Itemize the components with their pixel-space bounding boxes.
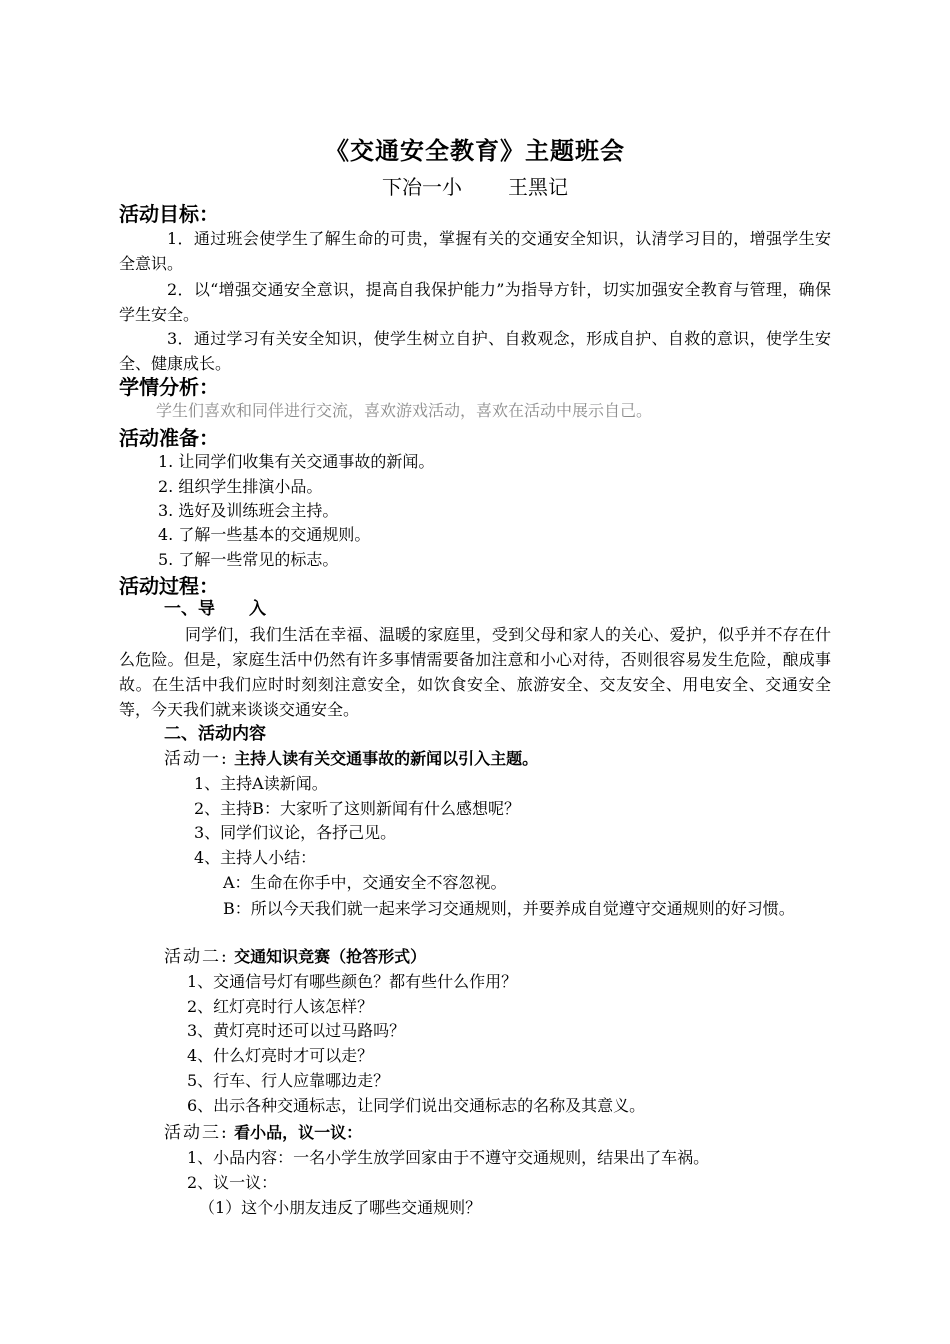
activity-2-item-6: 6、出示各种交通标志，让同学们说出交通标志的名称及其意义。 bbox=[187, 1096, 646, 1115]
goal-item-1: 1．通过班会使学生了解生命的可贵，掌握有关的交通安全知识，认清学习目的，增强学生安全意识。 bbox=[119, 229, 831, 273]
preparation-heading: 活动准备： bbox=[119, 426, 219, 450]
activity-1-label: 活动一: bbox=[164, 749, 229, 769]
activity-1-line bbox=[164, 747, 538, 771]
activity-1-item-2: 2、主持B：大家听了这则新闻有什么感想呢？ bbox=[194, 799, 520, 818]
goal-item-2: 2．以“增强交通安全意识，提高自我保护能力”为指导方针，切实加强安全教育与管理，确保学生安全。 bbox=[119, 280, 831, 324]
analysis-text: 学生们喜欢和同伴进行交流，喜欢游戏活动，喜欢在活动中展示自己。 bbox=[156, 401, 653, 420]
process-heading: 活动过程： bbox=[119, 574, 219, 598]
activity-2-item-2: 2、红灯亮时行人该怎样？ bbox=[187, 997, 374, 1016]
activity-3-line bbox=[164, 1121, 362, 1145]
activity-1-title: 主持人读有关交通事故的新闻以引入主题。 bbox=[234, 749, 539, 768]
activity-3-item-1: 1、小品内容：一名小学生放学回家由于不遵守交通规则，结果出了车祸。 bbox=[187, 1148, 710, 1167]
prep-item-3: 3. 选好及训练班会主持。 bbox=[158, 501, 339, 520]
activity-1-item-4: 4、主持人小结： bbox=[194, 848, 317, 867]
prep-item-1: 1. 让同学们收集有关交通事故的新闻。 bbox=[158, 452, 435, 471]
activity-2-title: 交通知识竞赛（抢答形式） bbox=[234, 947, 427, 966]
summary-b: B：所以今天我们就一起来学习交通规则，并要养成自觉遵守交通规则的好习惯。 bbox=[223, 899, 795, 918]
prep-item-4: 4. 了解一些基本的交通规则。 bbox=[158, 525, 371, 544]
analysis-heading: 学情分析： bbox=[119, 375, 219, 399]
activity-3-item-3: （1）这个小朋友违反了哪些交通规则？ bbox=[199, 1198, 482, 1217]
activity-2-label: 活动二: bbox=[164, 947, 229, 967]
activity-2-item-4: 4、什么灯亮时才可以走？ bbox=[187, 1046, 374, 1065]
activity-2-item-3: 3、黄灯亮时还可以过马路吗？ bbox=[187, 1021, 406, 1040]
activity-3-title: 看小品，议一议： bbox=[234, 1123, 363, 1142]
activity-2-item-5: 5、行车、行人应靠哪边走？ bbox=[187, 1071, 390, 1090]
activity-3-label: 活动三: bbox=[164, 1123, 229, 1143]
activity-2-item-1: 1、交通信号灯有哪些颜色？都有些什么作用？ bbox=[187, 972, 518, 991]
prep-item-5: 5. 了解一些常见的标志。 bbox=[158, 550, 339, 569]
activity-2-line bbox=[164, 945, 426, 969]
content-heading: 二、活动内容 bbox=[164, 724, 266, 744]
author-line bbox=[0, 173, 950, 201]
author-school: 下冶一小 bbox=[382, 175, 462, 199]
activity-3-item-2: 2、议一议： bbox=[187, 1173, 278, 1192]
intro-text: 同学们，我们生活在幸福、温暖的家庭里，受到父母和家人的关心、爱护，似乎并不存在什么危险。但是，家庭生活中仍然有许多事情需要备加注意和小心对待，否则很容易发生危险，酿成事故。在生活中我们应时时刻刻注意安全，如饮食安全、旅游安全、交友安全、用电安全、交通安全等，今天我们就来谈谈交通安全。 bbox=[119, 625, 831, 719]
summary-a: A：生命在你手中，交通安全不容忽视。 bbox=[223, 873, 507, 892]
goals-heading: 活动目标： bbox=[119, 202, 219, 226]
activity-1-item-3: 3、同学们议论，各抒己见。 bbox=[194, 823, 397, 842]
goal-item-3: 3．通过学习有关安全知识，使学生树立自护、自救观念，形成自护、自救的意识，使学生安全、健康成长。 bbox=[119, 329, 831, 373]
document-title: 《交通安全教育》主题班会 bbox=[325, 137, 625, 165]
author-name: 王黑记 bbox=[508, 175, 568, 199]
intro-heading: 一、导 入 bbox=[164, 599, 266, 619]
activity-1-item-1: 1、主持A读新闻。 bbox=[194, 774, 328, 793]
prep-item-2: 2. 组织学生排演小品。 bbox=[158, 477, 323, 496]
